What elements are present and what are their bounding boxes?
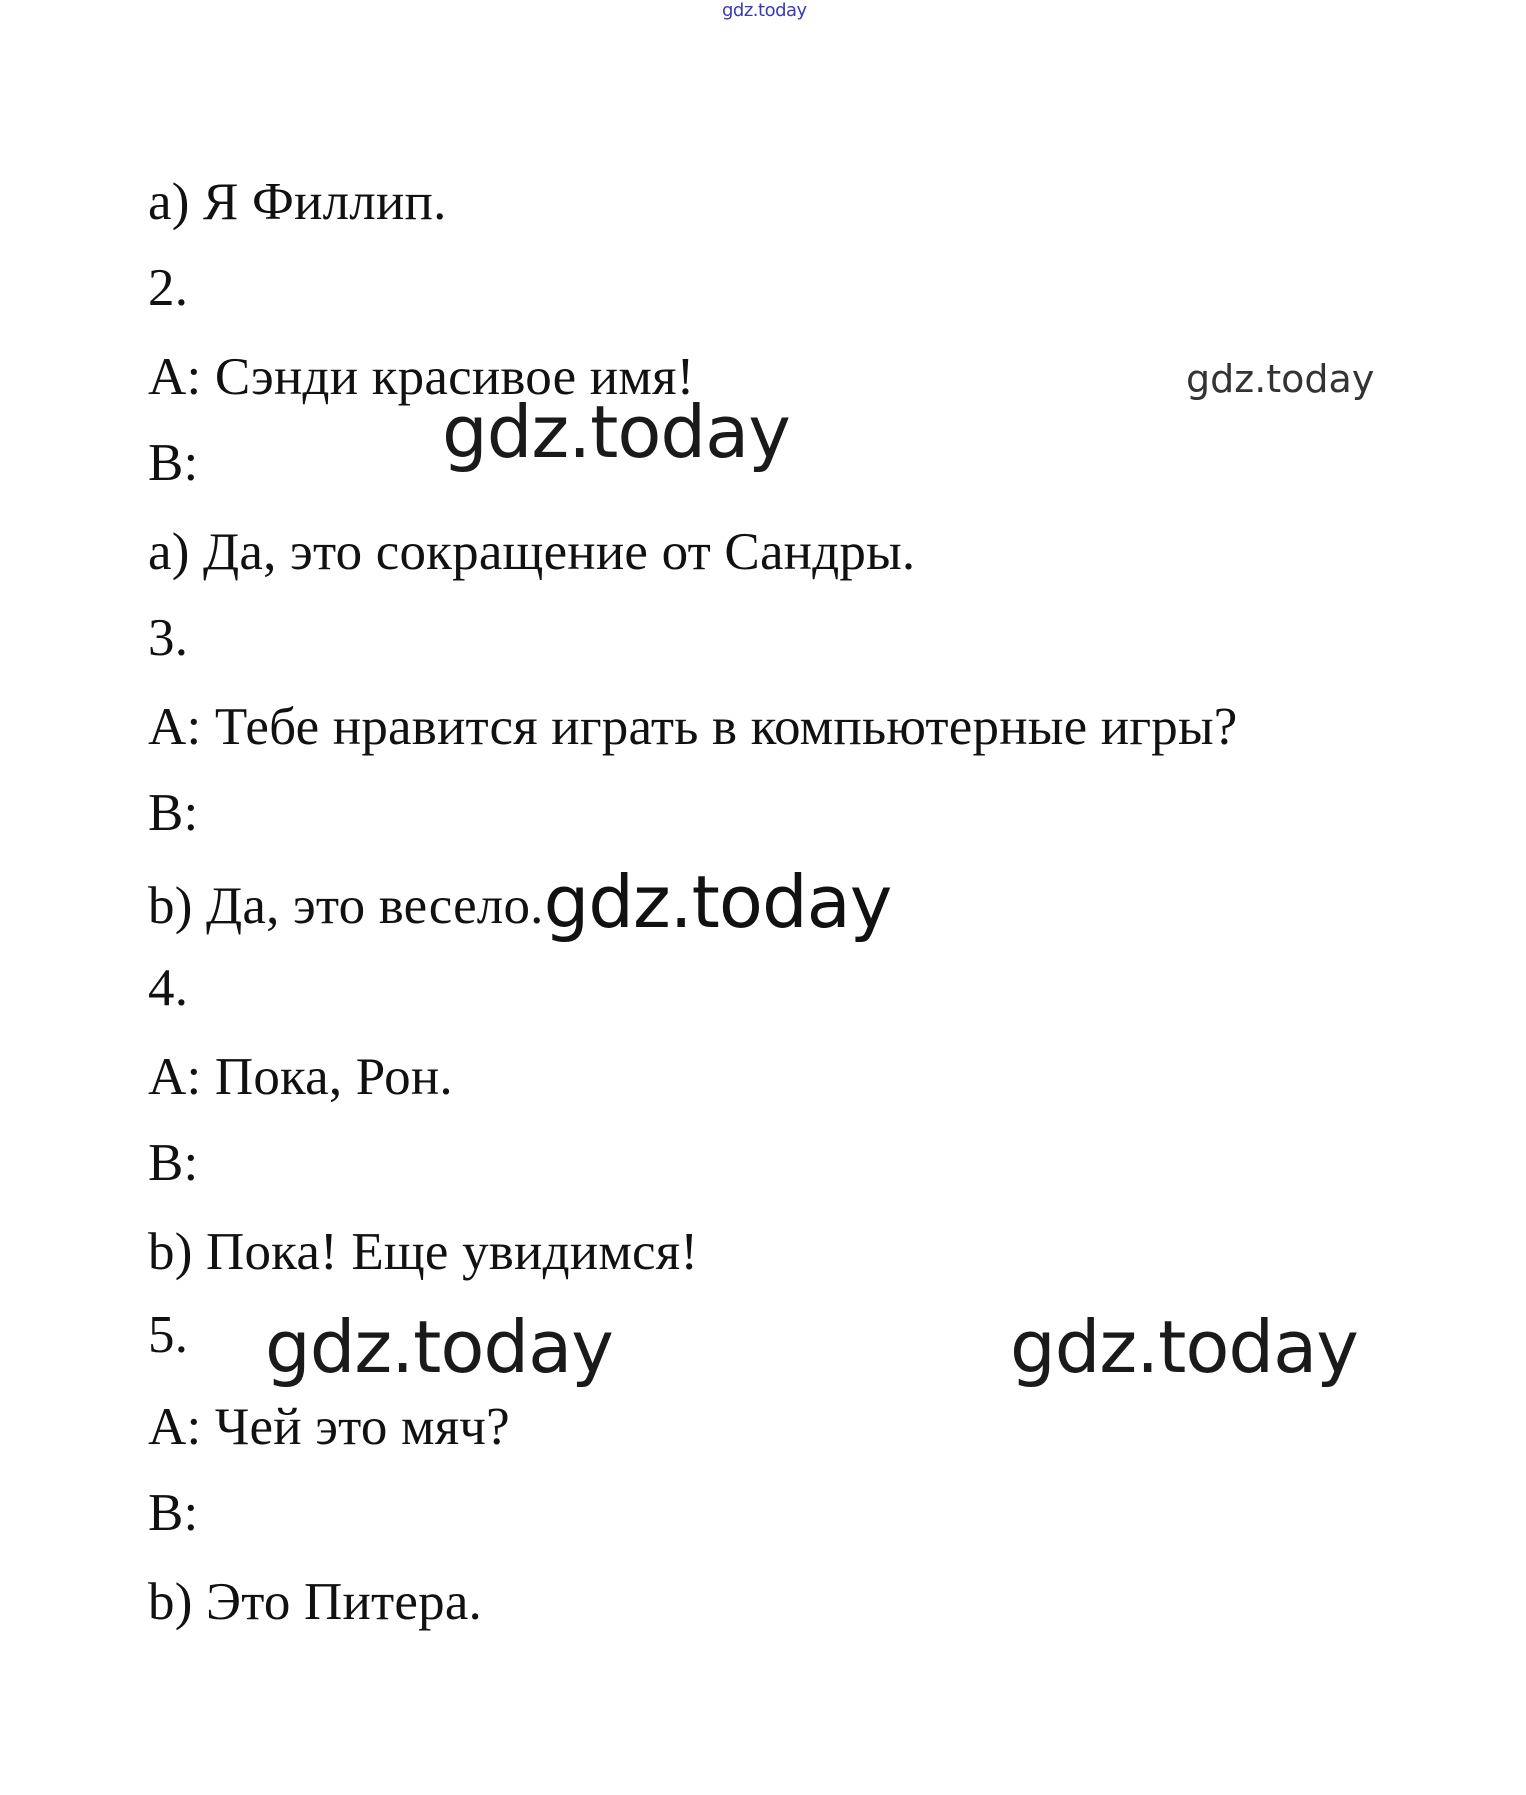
answer-line-5: b) Это Питера. bbox=[148, 1573, 482, 1631]
answer-line-1a: а) Я Филлип. bbox=[148, 173, 447, 231]
watermark-top: gdz.today bbox=[722, 0, 807, 21]
item-number-3: 3. bbox=[148, 609, 189, 667]
watermark-center-upper: gdz.today bbox=[442, 390, 790, 474]
answer-line-3-text: b) Да, это весело. bbox=[148, 877, 544, 935]
answer-line-3 bbox=[148, 860, 892, 944]
answer-line-4: b) Пока! Еще увидимся! bbox=[148, 1223, 699, 1281]
dialogue-line-3b: В: bbox=[148, 784, 199, 842]
dialogue-line-2b: В: bbox=[148, 434, 199, 492]
item-number-5: 5. bbox=[148, 1306, 189, 1364]
watermark-left-lower: gdz.today bbox=[265, 1305, 613, 1389]
item-number-4: 4. bbox=[148, 959, 189, 1017]
dialogue-line-4a: А: Пока, Рон. bbox=[148, 1048, 453, 1106]
item-number-2: 2. bbox=[148, 259, 189, 317]
watermark-right-lower: gdz.today bbox=[1010, 1305, 1358, 1389]
dialogue-line-2a: А: Сэнди красивое имя! bbox=[148, 348, 695, 406]
answer-line-2: а) Да, это сокращение от Сандры. bbox=[148, 523, 916, 581]
watermark-inline: gdz.today bbox=[543, 860, 892, 944]
dialogue-line-4b: В: bbox=[148, 1134, 199, 1192]
dialogue-line-5b: В: bbox=[148, 1484, 199, 1542]
watermark-right-upper: gdz.today bbox=[1186, 357, 1375, 401]
dialogue-line-5a: А: Чей это мяч? bbox=[148, 1398, 510, 1456]
dialogue-line-3a: А: Тебе нравится играть в компьютерные игры? bbox=[148, 698, 1238, 756]
